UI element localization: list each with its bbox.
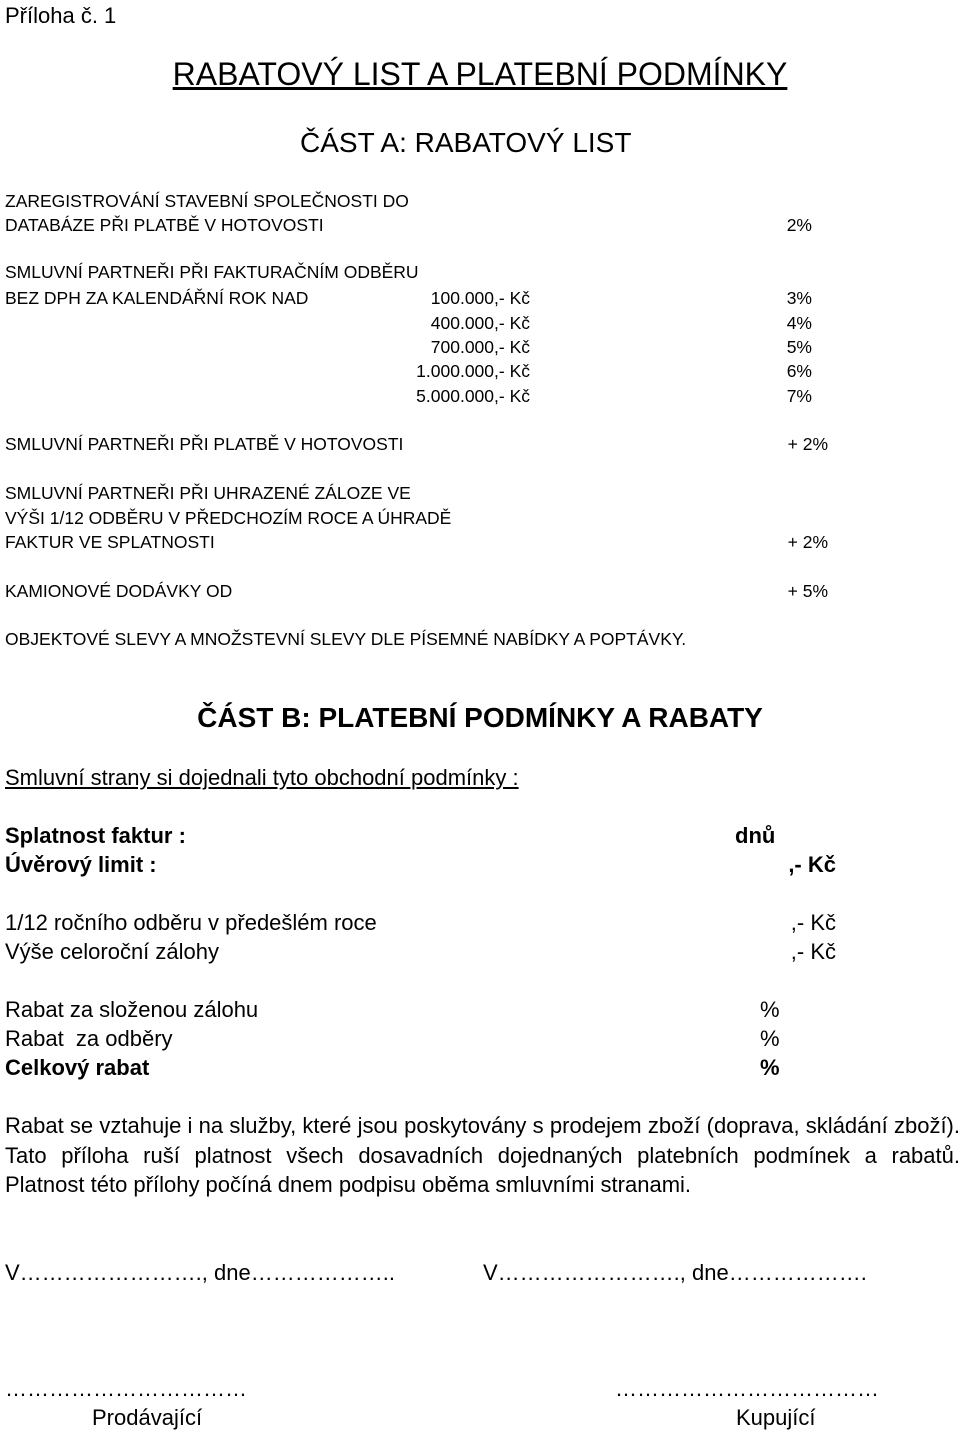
part-b-intro: Smluvní strany si dojednali tyto obchodní podmínky : <box>5 765 519 790</box>
document-title: RABATOVÝ LIST A PLATEBNÍ PODMÍNKY <box>172 56 788 92</box>
rebate-total-label: Celkový rabat <box>5 1055 150 1080</box>
annual-deposit-unit: ,- Kč <box>790 939 836 964</box>
tier-pct: 4% <box>786 313 812 333</box>
place-date-right: V……………………., dne………………. <box>483 1260 867 1285</box>
annual-deposit-label: Výše celoroční zálohy <box>5 939 219 964</box>
truck-deliveries-pct: + 5% <box>787 581 828 601</box>
tier-amount: 400.000,- Kč <box>430 313 530 333</box>
due-unit: dnů <box>735 823 776 848</box>
partners-invoice-line-2: BEZ DPH ZA KALENDÁŘNÍ ROK NAD <box>5 288 309 308</box>
seller-label: Prodávající <box>92 1405 203 1430</box>
tier-pct: 3% <box>786 288 812 308</box>
tier-pct: 5% <box>786 337 812 357</box>
rebate-deposit-unit: % <box>760 997 780 1022</box>
tier-amount: 100.000,- Kč <box>430 288 530 308</box>
rebate-purchases-unit: % <box>760 1026 780 1051</box>
deposit-pct: + 2% <box>787 532 828 552</box>
rebate-deposit-label: Rabat za složenou zálohu <box>5 997 259 1022</box>
signature-line-left: …………………………… <box>5 1376 247 1401</box>
due-label: Splatnost faktur : <box>5 823 186 848</box>
tier-pct: 7% <box>786 386 812 406</box>
signature-line-right: ……………………………… <box>615 1376 879 1401</box>
registration-line-1: ZAREGISTROVÁNÍ STAVEBNÍ SPOLEČNOSTI DO <box>5 191 409 211</box>
registration-pct: 2% <box>786 215 812 235</box>
cash-payment-text: SMLUVNÍ PARTNEŘI PŘI PLATBĚ V HOTOVOSTI <box>5 434 404 454</box>
truck-deliveries-text: KAMIONOVÉ DODÁVKY OD <box>5 581 233 601</box>
tier-pct: 6% <box>786 361 812 381</box>
part-a-heading: ČÁST A: RABATOVÝ LIST <box>300 127 632 158</box>
tier-amount: 1.000.000,- Kč <box>416 361 530 381</box>
object-discounts-text: OBJEKTOVÉ SLEVY A MNOŽSTEVNÍ SLEVY DLE PÍSEMNÉ NABÍDKY A POPTÁVKY. <box>5 629 687 649</box>
part-b-heading: ČÁST B: PLATEBNÍ PODMÍNKY A RABATY <box>197 702 763 733</box>
twelfth-label: 1/12 ročního odběru v předešlém roce <box>5 910 377 935</box>
rebate-purchases-label: Rabat za odběry <box>5 1026 173 1051</box>
place-date-left: V……………………., dne……………….. <box>5 1260 395 1285</box>
rebate-total-unit: % <box>760 1055 780 1080</box>
credit-limit-unit: ,- Kč <box>788 852 836 877</box>
buyer-label: Kupující <box>736 1405 816 1430</box>
terms-note: Rabat se vztahuje i na služby, které jsou poskytovány s prodejem zboží (doprava, skládání zboží). Tato příloha ruší platnost všech dosavadních dojednaných platebních podmínek a rabatů. Platnost této přílohy počíná dnem podpisu oběma smluvními stranami. <box>5 1113 960 1197</box>
registration-line-2: DATABÁZE PŘI PLATBĚ V HOTOVOSTI <box>5 215 324 235</box>
deposit-line-2: VÝŠI 1/12 ODBĚRU V PŘEDCHOZÍM ROCE A ÚHRADĚ <box>5 508 452 528</box>
deposit-line-3: FAKTUR VE SPLATNOSTI <box>5 532 215 552</box>
deposit-line-1: SMLUVNÍ PARTNEŘI PŘI UHRAZENÉ ZÁLOZE VE <box>5 483 411 503</box>
twelfth-unit: ,- Kč <box>790 910 836 935</box>
credit-limit-label: Úvěrový limit : <box>5 852 157 877</box>
tier-amount: 5.000.000,- Kč <box>416 386 530 406</box>
appendix-label: Příloha č. 1 <box>5 3 117 28</box>
tier-amount: 700.000,- Kč <box>430 337 530 357</box>
partners-invoice-line-1: SMLUVNÍ PARTNEŘI PŘI FAKTURAČNÍM ODBĚRU <box>5 262 419 282</box>
cash-payment-pct: + 2% <box>787 434 828 454</box>
